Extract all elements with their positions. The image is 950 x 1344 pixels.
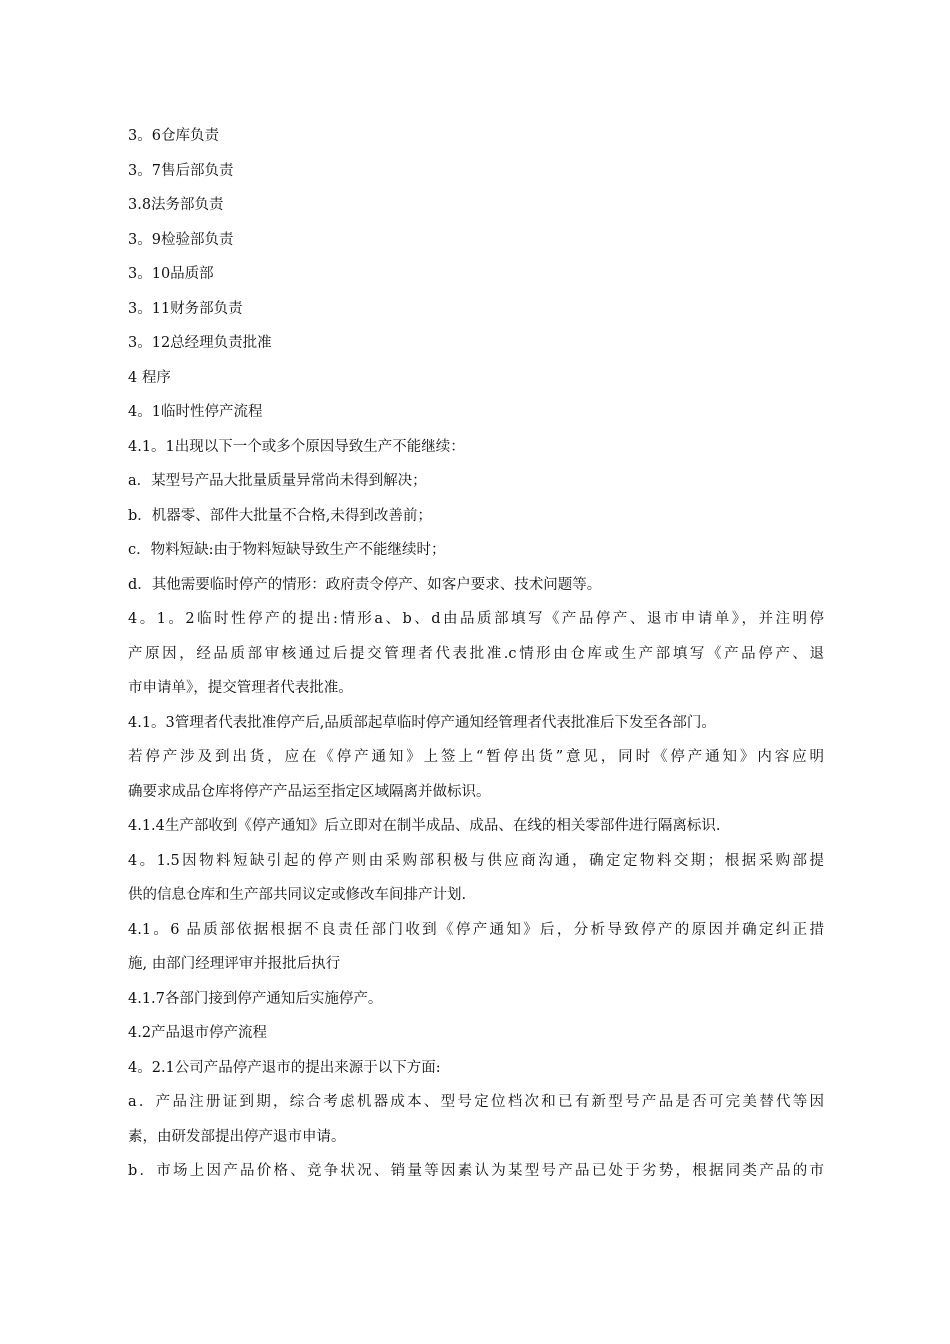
list-item-a: a．某型号产品大批量质量异常尚未得到解决； xyxy=(128,473,427,489)
section-4-heading: 4 程序 xyxy=(128,369,171,386)
section-3-12: 3。12总经理负责批准 xyxy=(128,335,272,351)
section-4-1-7: 4.1.7各部门接到停产通知后实施停产。 xyxy=(128,990,383,1007)
section-4-1-2-line-2: 产原因，经品质部审核通过后提交管理者代表批准.c情形由仓库或生产部填写《产品停产、退 xyxy=(128,645,824,662)
section-4-1-3-line-2: 若停产涉及到出货，应在《停产通知》上签上“暂停出货”意见，同时《停产通知》内容应明 xyxy=(128,749,824,765)
document-page xyxy=(128,119,824,1189)
section-4-1-3-line-1: 4.1。3管理者代表批准停产后,品质部起草临时停产通知经管理者代表批准后下发至各部门。 xyxy=(128,714,716,731)
section-4-1-2-line-1: 4。1。2临时性停产的提出:情形a、b、d由品质部填写《产品停产、退市申请单》，并注明停 xyxy=(128,611,824,627)
section-3-8: 3.8法务部负责 xyxy=(128,197,224,213)
list-item-a-2-line-2: 素，由研发部提出停产退市申请。 xyxy=(128,1128,346,1145)
list-item-c: c．物料短缺:由于物料短缺导致生产不能继续时； xyxy=(128,542,446,558)
list-item-b-2-line-1: b．市场上因产品价格、竞争状况、销量等因素认为某型号产品已处于劣势，根据同类产品的市 xyxy=(128,1163,824,1179)
list-item-a-2-line-1: a．产品注册证到期，综合考虑机器成本、型号定位档次和已有新型号产品是否可完美替代等因 xyxy=(128,1094,824,1110)
section-3-7: 3。7售后部负责 xyxy=(128,162,234,179)
section-4-1-3-line-3: 确要求成品仓库将停产产品运至指定区域隔离并做标识。 xyxy=(128,783,491,800)
section-4-1-1: 4.1。1出现以下一个或多个原因导致生产不能继续： xyxy=(128,438,465,455)
section-3-11: 3。11财务部负责 xyxy=(128,300,243,317)
section-3-9: 3。9检验部负责 xyxy=(128,231,234,248)
list-item-d: d．其他需要临时停产的情形：政府责令停产、如客户要求、技术问题等。 xyxy=(128,576,602,593)
section-3-6: 3。6仓库负责 xyxy=(128,128,219,144)
section-4-2-heading: 4.2产品退市停产流程 xyxy=(128,1025,268,1041)
section-4-2-1: 4。2.1公司产品停产退市的提出来源于以下方面: xyxy=(128,1059,441,1076)
section-4-1-2-line-3: 市申请单》，提交管理者代表批准。 xyxy=(128,680,353,696)
section-4-1-6-line-1: 4.1。6 品质部依据根据不良责任部门收到《停产通知》后，分析导致停产的原因并确定纠正措 xyxy=(128,921,824,938)
section-4-1-6-line-2: 施, 由部门经理评审并报批后执行 xyxy=(128,956,341,972)
section-4-1-4: 4.1.4生产部收到《停产通知》后立即对在制半成品、成品、在线的相关零部件进行隔离标识. xyxy=(128,818,721,834)
section-4-1-heading: 4。1临时性停产流程 xyxy=(128,404,263,420)
list-item-b: b．机器零、部件大批量不合格,未得到改善前； xyxy=(128,507,432,524)
section-4-1-5-line-1: 4。1.5因物料短缺引起的停产则由采购部积极与供应商沟通，确定定物料交期；根据采购部提 xyxy=(128,852,824,869)
section-3-10: 3。10品质部 xyxy=(128,266,214,282)
section-4-1-5-line-2: 供的信息仓库和生产部共同议定或修改车间排产计划. xyxy=(128,887,467,903)
